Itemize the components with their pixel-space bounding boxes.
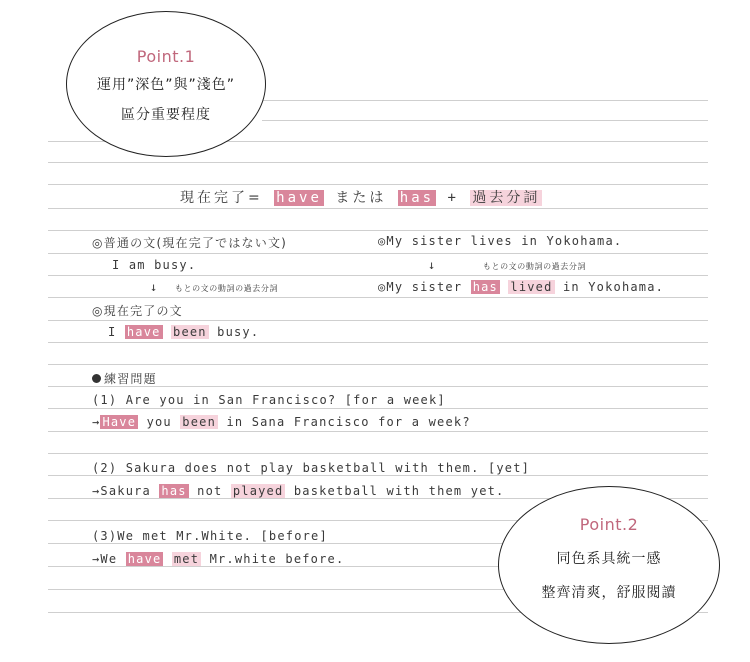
ruled-line xyxy=(48,275,708,276)
sister-original: ◎My sister lives in Yokohama. xyxy=(378,234,623,248)
sister-perfect xyxy=(378,280,664,294)
ruled-line xyxy=(48,184,708,185)
formula-or: または xyxy=(335,190,387,206)
point1-callout xyxy=(66,11,266,157)
right-arrow-icon: → xyxy=(92,415,101,429)
practice-answer-1 xyxy=(92,415,471,429)
bullet-dot-icon xyxy=(92,374,101,383)
sister-suffix: in Yokohama. xyxy=(562,280,665,294)
answer1-you: you xyxy=(146,415,172,429)
perfect-rest: busy. xyxy=(217,325,260,339)
formula-has-highlight: has xyxy=(399,190,435,206)
point2-title: Point.2 xyxy=(579,515,639,534)
answer3-met-highlight: met xyxy=(173,552,200,566)
perfect-have-highlight: have xyxy=(126,325,161,339)
point2-line1: 同色系具統一感 xyxy=(556,551,662,567)
sister-note: もとの文の動詞の過去分詞 xyxy=(482,262,587,271)
ruled-line xyxy=(48,408,708,409)
ruled-line xyxy=(262,120,708,121)
plain-heading: ◎普通の文(現在完了ではない文) xyxy=(92,236,288,250)
answer3-prefix: →We xyxy=(92,552,118,566)
point1-title: Point.1 xyxy=(136,47,196,66)
practice-question-1: (1) Are you in San Francisco? [for a week] xyxy=(92,393,446,407)
ruled-line xyxy=(262,100,708,101)
ruled-line xyxy=(48,253,708,254)
practice-answer-2 xyxy=(92,484,504,498)
practice-heading xyxy=(92,370,157,387)
ruled-line xyxy=(48,364,708,365)
answer1-have-highlight: Have xyxy=(102,415,137,429)
point1-line2: 區分重要程度 xyxy=(121,107,211,123)
practice-answer-3 xyxy=(92,552,344,566)
ruled-line xyxy=(48,297,708,298)
formula-have-highlight: have xyxy=(276,190,322,206)
practice-question-3: (3)We met Mr.White. [before] xyxy=(92,529,328,543)
ruled-line xyxy=(48,453,708,454)
ruled-line xyxy=(48,208,708,209)
ruled-line xyxy=(48,431,708,432)
formula-past-participle-highlight: 過去分詞 xyxy=(472,190,541,206)
perfect-heading: ◎現在完了の文 xyxy=(92,304,183,318)
answer2-not: not xyxy=(197,484,223,498)
down-arrow-icon: ↓ xyxy=(150,280,159,294)
answer3-rest: Mr.white before. xyxy=(209,552,345,566)
ruled-line xyxy=(48,475,708,476)
perfect-subject: I xyxy=(108,325,117,339)
answer2-has-highlight: has xyxy=(161,484,187,498)
perfect-example xyxy=(108,325,259,339)
answer2-rest: basketball with them yet. xyxy=(293,484,505,498)
point2-line2: 整齊清爽，舒服閱讀 xyxy=(541,585,677,601)
ruled-line xyxy=(48,230,708,231)
sister-lived-highlight: lived xyxy=(510,280,553,294)
practice-heading-text: 練習問題 xyxy=(104,372,157,386)
ruled-line xyxy=(48,162,708,163)
answer3-have-highlight: have xyxy=(127,552,162,566)
sister-has-highlight: has xyxy=(472,280,498,294)
answer1-been-highlight: been xyxy=(182,415,216,429)
plain-note: もとの文の動詞の過去分詞 xyxy=(174,284,279,293)
point1-line1: 運用”深色”與”淺色” xyxy=(96,77,235,93)
formula-present-perfect: 現在完了= xyxy=(180,190,263,206)
practice-question-2: (2) Sakura does not play basketball with them. [yet] xyxy=(92,461,531,475)
point2-callout xyxy=(498,486,720,644)
answer2-prefix: →Sakura xyxy=(92,484,151,498)
formula-plus: + xyxy=(447,190,459,206)
formula-line xyxy=(180,187,542,207)
answer1-rest: in Sana Francisco for a week? xyxy=(226,415,471,429)
ruled-line xyxy=(48,342,708,343)
plain-arrow xyxy=(150,280,278,294)
perfect-been-highlight: been xyxy=(173,325,207,339)
sister-prefix: ◎My sister xyxy=(378,280,463,294)
down-arrow-icon: ↓ xyxy=(428,258,437,272)
ruled-line xyxy=(48,320,708,321)
answer2-played-highlight: played xyxy=(232,484,284,498)
plain-example: I am busy. xyxy=(112,258,197,272)
sister-arrow-row xyxy=(428,258,586,272)
